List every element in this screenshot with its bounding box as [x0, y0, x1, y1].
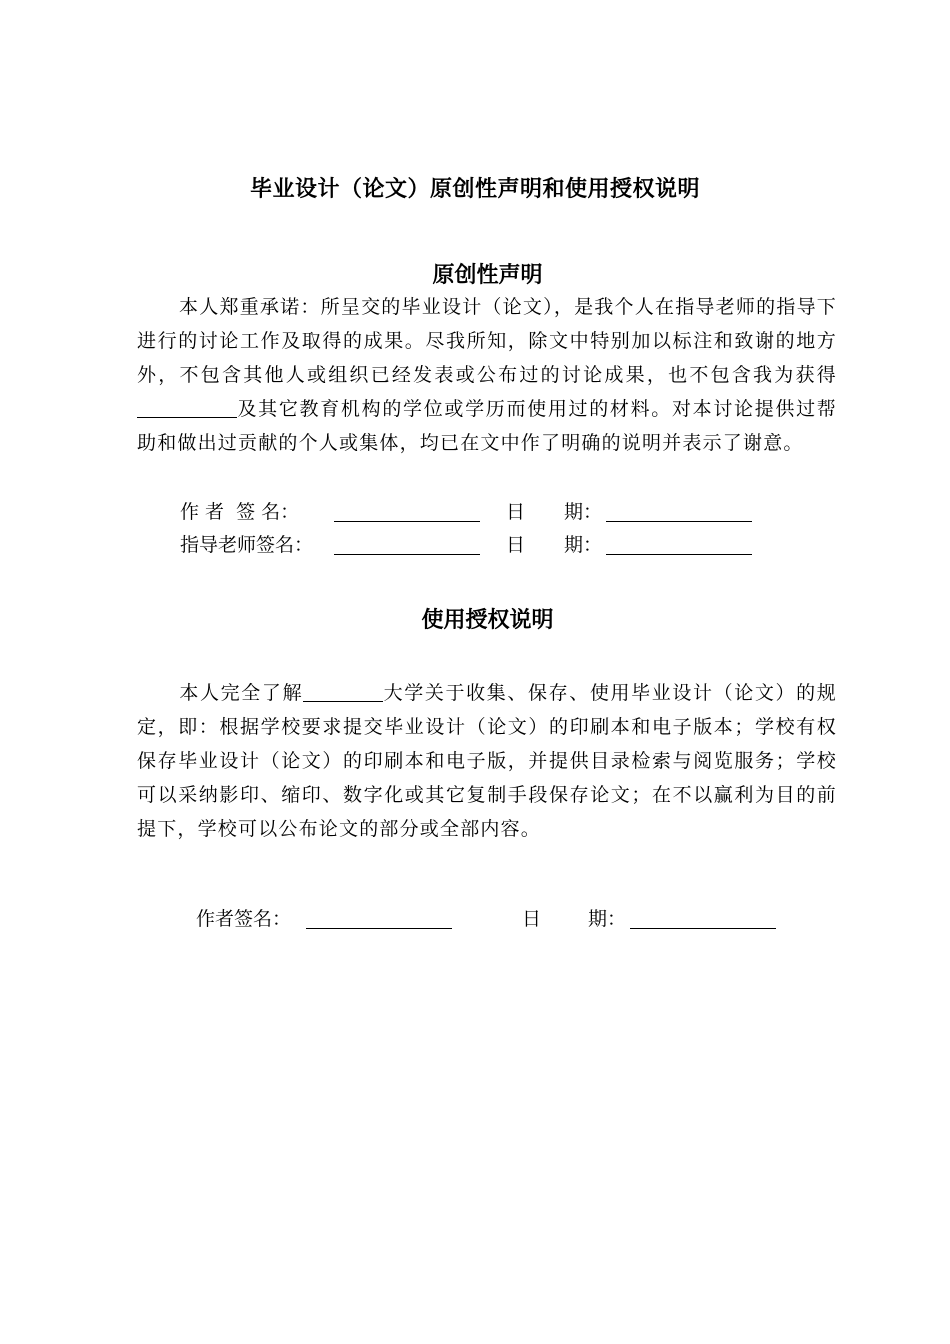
originality-text-part1: 本人郑重承诺：所呈交的毕业设计（论文），是我个人在指导老师的指导下进行的讨论工作及取得的成果。尽我所知，除文中特别加以标注和致谢的地方外，不包含其他人或组织已经发表或公布过的讨论成果，也不包含我为获得 — [137, 296, 837, 386]
originality-heading: 原创性声明 — [432, 263, 543, 288]
author-date-line — [606, 499, 752, 522]
degree-blank — [137, 397, 237, 418]
author-signature-line — [334, 499, 480, 522]
date-label-period: 期： — [588, 908, 627, 930]
authorization-heading: 使用授权说明 — [421, 608, 554, 633]
authorization-signature-row — [196, 904, 776, 934]
authorization-text-part2: 大学关于收集、保存、使用毕业设计（论文）的规定，即：根据学校要求提交毕业设计（论文）的印刷本和电子版本；学校有权保存毕业设计（论文）的印刷本和电子版，并提供目录检索与阅览服务；学校可以采纳影印、缩印、数字化或其它复制手段保存论文；在不以赢利为目的前提下，学校可以公布论文的部分或全部内容。 — [137, 682, 838, 840]
date-label-day: 日 — [506, 534, 526, 556]
author-sign-label: 作 者 签 名： — [180, 501, 300, 523]
advisor-signature-line — [334, 532, 480, 555]
date-label-day: 日 — [522, 908, 542, 930]
advisor-sign-label: 指导老师签名： — [180, 534, 314, 556]
advisor-signature-row — [180, 530, 752, 560]
date-label-period: 期： — [564, 534, 603, 556]
originality-paragraph — [137, 290, 837, 460]
authorization-text-part1: 本人完全了解 — [179, 682, 304, 704]
originality-text-part2: 及其它教育机构的学位或学历而使用过的材料。对本讨论提供过帮助和做出过贡献的个人或集体，均已在文中作了明确的说明并表示了谢意。 — [137, 398, 837, 454]
university-blank — [303, 681, 383, 702]
authorization-paragraph — [137, 676, 837, 846]
date-label-day: 日 — [506, 501, 526, 523]
author-signature-row — [180, 497, 752, 527]
authorization-date-line — [630, 906, 776, 929]
advisor-date-line — [606, 532, 752, 555]
authorization-signature-line — [306, 906, 452, 929]
authorization-sign-label: 作者签名： — [196, 908, 292, 930]
date-label-period: 期： — [564, 501, 603, 523]
document-title: 毕业设计（论文）原创性声明和使用授权说明 — [249, 177, 700, 202]
